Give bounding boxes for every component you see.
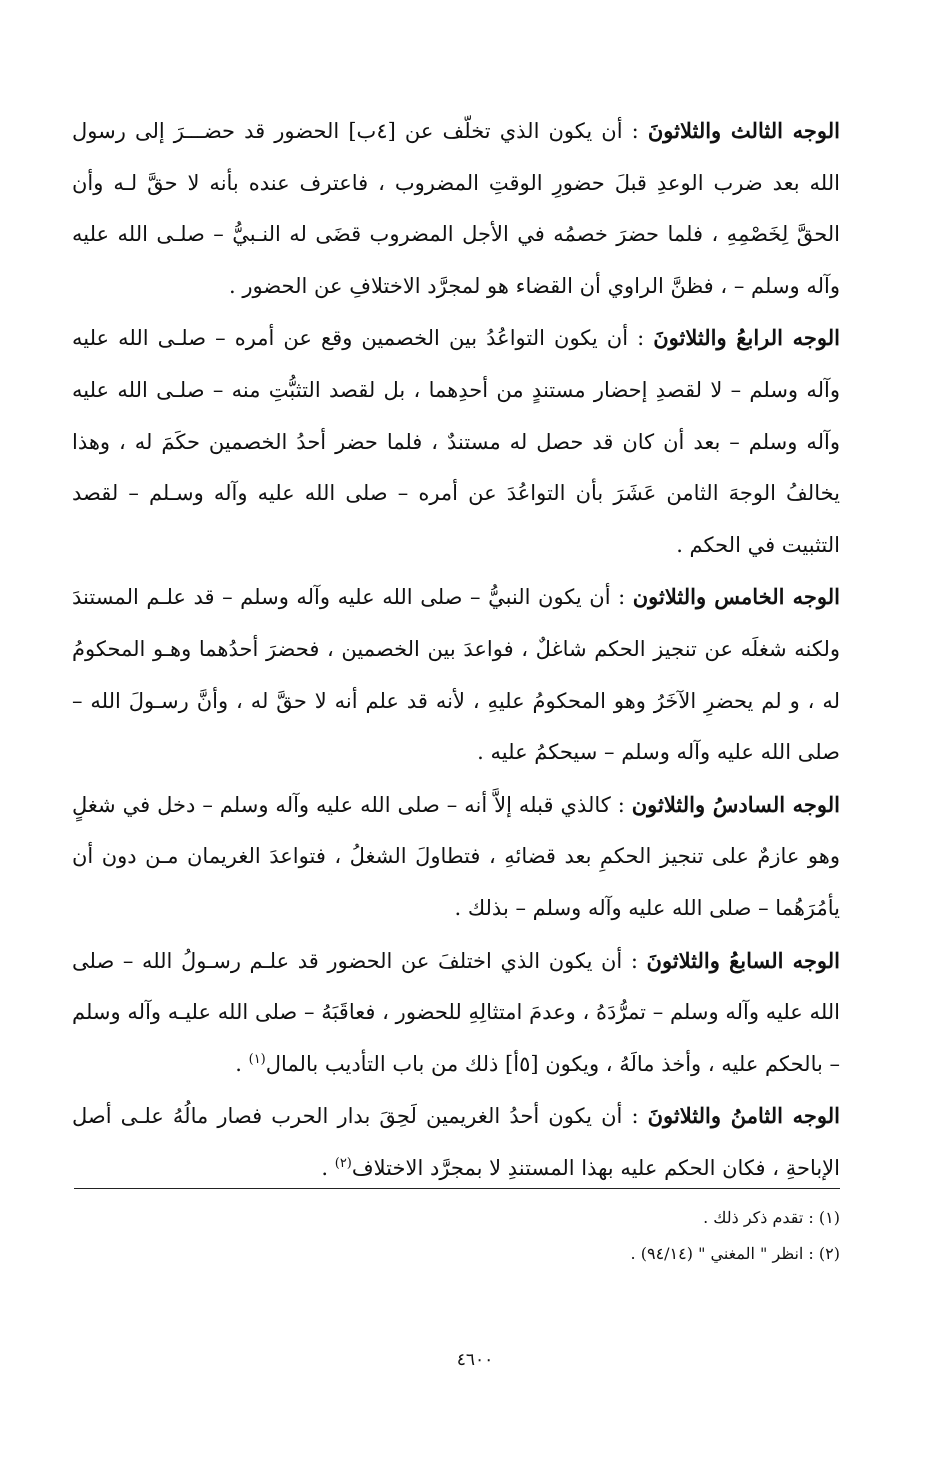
footnotes	[72, 1200, 840, 1272]
paragraph-33	[72, 105, 840, 312]
paragraph-body: : أن يكون الذي اختلفَ عن الحضور قد علـم رسـولُ الله – صلى الله عليه وآله وسلم – تمرُّدَهُ ، وعدمَ امتثالِهِ للحضور ، فعاقَبَهُ – صلى الله عليـه وآله وسلم – بالحكم عليه ، وأخذ مالَهُ ، ويكون [٥أ] ذلك من باب التأديب بالمال	[72, 948, 840, 1076]
paragraph-body: : أن يكون أحدُ الغريمين لَحِقَ بدار الحرب فصار مالُهُ علـى أصل الإباحةِ ، فكان الحكم عليه بهذا المستندِ لا بمجرَّد الاختلاف	[72, 1104, 840, 1180]
paragraph-38	[72, 1090, 840, 1194]
footnote-2: (٢) : انظر " المغني " (٩٤/١٤) .	[630, 1244, 840, 1263]
paragraph-heading: الوجه الثالث والثلاثونَ	[647, 118, 840, 143]
paragraph-heading: الوجه السادسُ والثلاثون	[631, 791, 840, 817]
footnote-1: (١) : تقدم ذكر ذلك .	[703, 1208, 840, 1227]
paragraph-heading: الوجه الرابعُ والثلاثونَ	[653, 325, 840, 351]
paragraph-37	[72, 935, 840, 1091]
page-number: ٤٦٠٠	[456, 1350, 494, 1370]
paragraph-34	[72, 312, 840, 571]
paragraph-body: : كالذي قبله إلاَّ أنه – صلى الله عليه وآله وسلم – دخل في شغلٍ وهو عازمٌ على تنجيز الحكمِ بعد قضائهِ ، فتطاولَ الشغلُ ، فتواعدَ الغريمان مـن دون أن يأمُرَهُما – صلى الله عليه وآله وسلم – بذلك .	[72, 792, 841, 920]
paragraph-heading: الوجه السابعُ والثلاثونَ	[646, 947, 841, 973]
paragraph-tail: .	[235, 1051, 249, 1076]
paragraph-heading: الوجه الخامس والثلاثون	[632, 584, 840, 610]
paragraph-body: : أن يكون الذي تخلّف عن [٤ب] الحضور قد حضـــرَ إلى رسول الله بعد ضرب الوعدِ قبلَ حضورِ الوقتِ المضروب ، فاعترف عنده بأنه لا حقَّ لـه وأن الحقَّ لِخَصْمِهِ ، فلما حضرَ خصمُه في الأجل المضروب قضَى له النـبيُّ – صلـى الله عليه وآله وسلم – ، فظنَّ الراوي أن القضاء هو لمجرَّد الاختلافِ عن الحضور .	[72, 119, 840, 298]
paragraph-35	[72, 571, 840, 778]
paragraph-body: : أن يكون التواعُدُ بين الخصمين وقع عن أمره – صلـى الله عليه وآله وسلم – لا لقصدِ إحضار مستندٍ من أحدِهما ، بل لقصد التثبُّتِ منه – صلـى الله عليه وآله وسلم – بعد أن كان قد حصل له مستندٌ ، فلما حضر أحدُ الخصمين حكَمَ له ، وهذا يخالفُ الوجهَ الثامن عَشَرَ بأن التواعُدَ عن أمره – صلى الله عليه وآله وسـلم – لقصد التثبيت في الحكم .	[72, 326, 840, 557]
paragraph-tail: .	[321, 1155, 335, 1180]
main-text	[72, 105, 840, 1194]
paragraph-body: : أن يكون النبيُّ – صلى الله عليه وآله وسلم – قد علـم المستندَ ولكنه شغلَه عن تنجيز الحكم شاغلٌ ، فواعدَ بين الخصمين ، فحضرَ أحدُهما وهـو المحكومُ له ، و لم يحضرِ الآخَرُ وهو المحكومُ عليهِ ، لأنه قد علم أنه لا حقَّ له ، وأنَّ رسـولَ الله – صلى الله عليه وآله وسلم – سيحكمُ عليه .	[72, 585, 840, 765]
footnote-marker-1[interactable]: (١)	[248, 1051, 266, 1067]
footnote-divider	[74, 1188, 840, 1189]
paragraph-36	[72, 779, 840, 935]
footnote-marker-2[interactable]: (٢)	[334, 1155, 352, 1171]
paragraph-heading: الوجه الثامنُ والثلاثونَ	[647, 1103, 840, 1129]
